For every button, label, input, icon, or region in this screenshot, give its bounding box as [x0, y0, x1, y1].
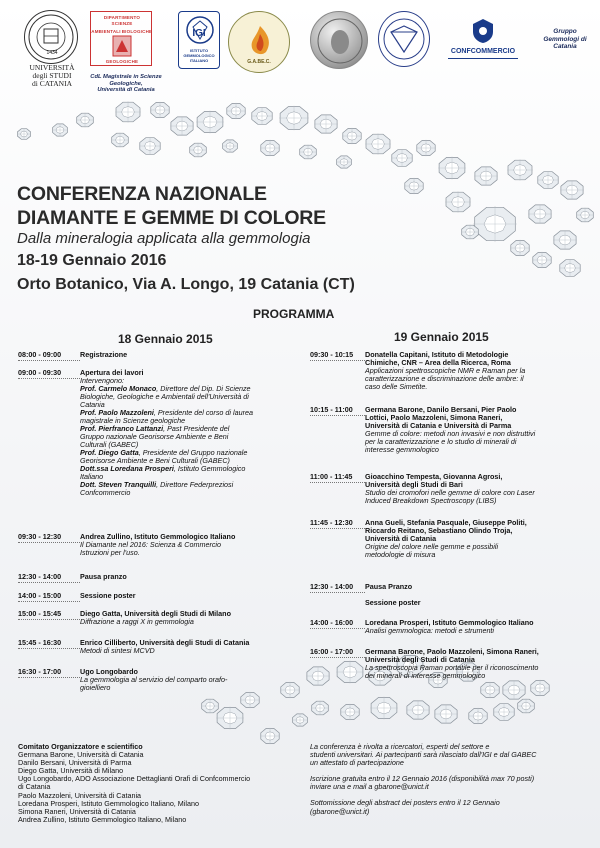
- speaker-name: Prof. Paolo Mazzoleni: [80, 408, 154, 417]
- row-divider: [18, 360, 80, 361]
- session-title: Apertura dei lavori: [80, 368, 144, 377]
- row-divider: [18, 542, 80, 543]
- diamond-icon: [279, 106, 309, 131]
- conference-title-line2: DIAMANTE E GEMME DI COLORE: [17, 207, 326, 229]
- row-divider: [310, 360, 365, 361]
- session-detail: Istruzioni per l'uso.: [80, 548, 140, 557]
- unict-line: degli STUDI: [32, 71, 72, 80]
- diamond-icon: [507, 159, 533, 180]
- diamond-icon: [576, 208, 594, 223]
- session-detail: Catania: [80, 400, 105, 409]
- session-detail: Confcommercio: [80, 488, 131, 497]
- session-detail: Il Diamante nel 2016: Scienza & Commercio: [80, 540, 222, 549]
- association-emblem-icon: [378, 11, 430, 67]
- diamond-icon: [17, 128, 31, 139]
- session-title: Riccardo Reitano, Sebastiano Olindo Troja,: [365, 526, 513, 535]
- schedule-time: 12:30 - 14:00: [310, 582, 354, 591]
- session-detail: Studio dei cromofori nelle gemme di colore con Laser: [365, 488, 535, 497]
- schedule-time: 16:00 - 17:00: [310, 647, 354, 656]
- unict-line: UNIVERSITÀ: [29, 63, 75, 72]
- schedule-body: [80, 351, 303, 359]
- igi-sub: ITALIANO: [189, 58, 209, 63]
- session-title: Pausa Pranzo: [365, 582, 413, 591]
- session-detail: caratterizzazione e discriminazione delle ambre: il: [365, 374, 524, 383]
- committee-heading: Comitato Organizzatore e scientifico: [18, 742, 143, 751]
- conference-dates: 18-19 Gennaio 2016: [17, 252, 167, 269]
- diamond-icon: [150, 102, 170, 118]
- conference-venue: Orto Botanico, Via A. Longo, 19 Catania (CT): [17, 276, 355, 293]
- info-line: Sottomissione degli abstract dei posters entro il 12 Gennaio: [310, 798, 500, 808]
- row-divider: [310, 415, 365, 416]
- unict-seal-icon: [24, 10, 78, 64]
- row-divider: [310, 482, 365, 483]
- committee-member: Ugo Longobardo, ADO Associazione Dettaglianti Orafi di Confcommercio: [18, 774, 251, 784]
- diamond-icon: [445, 191, 471, 212]
- unict-name: [20, 64, 84, 88]
- diamond-icon: [365, 133, 391, 154]
- schedule-body: [365, 619, 595, 635]
- logo-bar: [0, 6, 600, 101]
- session-detail: Applicazioni spettroscopiche NMR e Raman per la: [365, 366, 526, 375]
- session-detail: gioielliero: [80, 683, 111, 692]
- schedule-body: [365, 351, 595, 391]
- schedule-time: 14:00 - 16:00: [310, 618, 354, 627]
- speaker-role: , Presidente del corso di laurea: [153, 408, 253, 417]
- diamond-icon: [391, 149, 413, 167]
- session-title: Diego Gatta, Università degli Studi di Milano: [80, 609, 231, 618]
- committee-member: di Catania: [18, 782, 51, 792]
- dept-caption-line: Università di Catania: [97, 87, 155, 93]
- dept-line: BIOLOGICHE: [121, 29, 153, 34]
- igi-sub: GEMMOLOGICO: [183, 53, 215, 58]
- schedule-body: [80, 369, 303, 497]
- committee-member: Paolo Mazzoleni, Università di Catania: [18, 790, 142, 800]
- diamond-icon: [336, 155, 352, 168]
- session-detail: Diffrazione a raggi X in gemmologia: [80, 617, 194, 626]
- session-title: Chimiche, CNR – Area della Ricerca, Roma: [365, 358, 511, 367]
- gabec-flame-icon: [246, 24, 274, 56]
- diamond-icon: [76, 113, 94, 128]
- session-title: Andrea Zullino, Istituto Gemmologico Italiano: [80, 532, 236, 541]
- diamond-icon: [226, 103, 246, 119]
- row-divider: [18, 601, 80, 602]
- committee-member: Loredana Prosperi, Istituto Gemmologico Italiano, Milano: [18, 798, 199, 808]
- info-line: (gbarone@unict.it): [310, 806, 370, 816]
- confcommercio-rule: [448, 58, 518, 59]
- speaker-name: Dott.ssa Loredana Prosperi: [80, 464, 174, 473]
- diamond-icon: [404, 178, 424, 194]
- dept-caption: [80, 74, 172, 94]
- diamond-icon: [560, 180, 584, 200]
- diamond-icon: [510, 240, 530, 256]
- day1-heading: 18 Gennaio 2015: [118, 332, 213, 346]
- committee-member: Simona Raneri, Università di Catania: [18, 806, 136, 816]
- session-title: Sessione poster: [80, 591, 136, 600]
- session-title: Donatella Capitani, Istituto di Metodologie: [365, 350, 509, 359]
- dept-caption-line: CdL Magistrale in Scienze: [90, 74, 162, 80]
- diamond-icon: [314, 114, 338, 134]
- day2-heading: 19 Gennaio 2015: [394, 330, 489, 344]
- gruppo-gemmologi: [532, 28, 598, 51]
- schedule-time: 16:30 - 17:00: [18, 667, 62, 676]
- diamond-icon: [438, 157, 466, 180]
- row-divider: [18, 378, 80, 379]
- diamond-icon: [528, 204, 552, 224]
- session-title: Registrazione: [80, 350, 128, 359]
- department-logo: [90, 11, 152, 66]
- speaker-role: , Direttore del Dip. Di Scienze: [156, 384, 251, 393]
- speaker-line: [80, 465, 303, 473]
- speaker-name: Dott. Steven Tranquilli: [80, 480, 157, 489]
- diamond-icon: [474, 166, 498, 186]
- session-title: Pausa pranzo: [80, 572, 127, 581]
- speaker-name: Prof. Diego Gatta: [80, 448, 139, 457]
- session-title: Università degli Studi di Catania: [365, 655, 475, 664]
- session-title: Loredana Prosperi, Istituto Gemmologico Italiano: [365, 618, 534, 627]
- igi-logo: [178, 11, 220, 69]
- programma-heading: PROGRAMMA: [253, 307, 335, 321]
- committee-member: Andrea Zullino, Istituto Gemmologico Italiano, Milano: [18, 814, 187, 824]
- confcommercio-logo: [438, 16, 528, 70]
- dept-caption-line: Geologiche,: [109, 80, 143, 87]
- session-detail: Origine del colore nelle gemme e possibili: [365, 542, 499, 551]
- session-detail: magistrale in Scienze geologiche: [80, 416, 186, 425]
- session-detail: Georisorse Ambiente e Beni Culturali (GABEC): [80, 456, 230, 465]
- speaker-name: Prof. Pierfranco Lattanzi: [80, 424, 164, 433]
- gabec-label: G.A.BE.C.: [247, 59, 271, 65]
- day2-schedule: [310, 351, 595, 731]
- diamond-icon: [196, 111, 224, 134]
- dept-emblem-icon: [111, 34, 133, 58]
- committee-member: Danilo Bersani, Università di Parma: [18, 758, 132, 768]
- session-detail: metodologie di misura: [365, 550, 436, 559]
- schedule-time: 09:30 - 10:15: [310, 350, 354, 359]
- academy-medal-icon: [310, 11, 368, 69]
- committee-block: [18, 743, 303, 824]
- schedule-time: 09:30 - 12:30: [18, 532, 62, 541]
- row-divider: [310, 528, 365, 529]
- schedule-time: 10:15 - 11:00: [310, 405, 353, 414]
- row-divider: [18, 582, 80, 583]
- gruppo-line: Gruppo: [553, 28, 577, 35]
- session-detail: Intervengono:: [80, 376, 124, 385]
- schedule-time: 11:00 - 11:45: [310, 472, 353, 481]
- diamond-icon: [170, 116, 194, 136]
- schedule-time: 15:00 - 15:45: [18, 609, 62, 618]
- row-divider: [18, 619, 80, 620]
- schedule-time: 11:45 - 12:30: [310, 518, 353, 527]
- unict-line: di CATANIA: [31, 79, 73, 88]
- schedule-time: 14:00 - 15:00: [18, 591, 62, 600]
- row-divider: [310, 628, 365, 629]
- info-line: Iscrizione gratuita entro il 12 Gennaio 2016 (disponibilità max 70 posti): [310, 774, 535, 784]
- diamond-icon: [251, 107, 273, 125]
- schedule-body: [365, 473, 595, 505]
- unict-seal-year: 1434: [46, 50, 58, 56]
- session-title: Lottici, Paolo Mazzoleni, Simona Raneri,: [365, 413, 503, 422]
- session-detail: per la caratterizzazione e lo studio di minerali di: [365, 437, 517, 446]
- diamond-icon: [222, 139, 238, 152]
- row-divider: [18, 648, 80, 649]
- session-detail: Biologiche, Geologiche e Ambientali dell'Università di: [80, 392, 249, 401]
- dept-line: SCIENZE: [111, 21, 133, 26]
- info-line: studenti universitari. Ai partecipanti sarà rilasciato dall'IGI e dal GABEC: [310, 750, 537, 760]
- session-detail: Gruppo nazionale Georisorse Ambiente e Beni: [80, 432, 229, 441]
- info-block: [310, 743, 590, 816]
- schedule-time: 12:30 - 14:00: [18, 572, 62, 581]
- diamond-icon: [111, 133, 129, 148]
- confcommercio-label: CONFCOMMERCIO: [450, 48, 516, 55]
- diamond-icon: [559, 259, 581, 277]
- session-title: Germana Barone, Danilo Bersani, Pier Paolo: [365, 405, 517, 414]
- gruppo-line: Catania: [553, 43, 577, 50]
- speaker-role: , Istituto Gemmologico: [173, 464, 246, 473]
- day1-schedule: [18, 351, 303, 731]
- conference-title-line1: CONFERENZA NAZIONALE: [17, 183, 267, 205]
- info-line: inviare una e mail a gbarone@unict.it: [310, 782, 429, 792]
- schedule-time: 15:45 - 16:30: [18, 638, 62, 647]
- schedule-body: [365, 583, 595, 607]
- diamond-icon: [532, 252, 552, 268]
- schedule-body: [365, 406, 595, 454]
- diamond-icon: [189, 143, 207, 158]
- schedule-body: [80, 573, 303, 581]
- schedule-body: [80, 610, 303, 626]
- diamond-icon: [416, 140, 436, 156]
- session-title: Università di Catania e Università di Parma: [365, 421, 512, 430]
- committee-member: Germana Barone, Università di Catania: [18, 750, 144, 760]
- diamond-icon: [52, 123, 68, 136]
- session-detail: La spettroscopia Raman portatile per il riconoscimento: [365, 663, 539, 672]
- session-detail: caso delle Simetite.: [365, 382, 428, 391]
- schedule-body: [80, 639, 303, 655]
- diamond-icon: [139, 137, 161, 155]
- diamond-icon: [299, 145, 317, 160]
- dept-line: AMBIENTALI: [91, 29, 121, 34]
- committee-member: Diego Gatta, Università di Milano: [18, 766, 124, 776]
- gruppo-line: Gemmologi di: [543, 35, 587, 43]
- session-title: Sessione poster: [365, 598, 421, 607]
- gabec-logo: [228, 11, 290, 73]
- row-divider: [310, 592, 365, 593]
- session-detail: interesse gemmologico: [365, 445, 439, 454]
- session-detail: Culturali (GABEC): [80, 440, 139, 449]
- session-title: Gioacchino Tempesta, Giovanna Agrosi,: [365, 472, 503, 481]
- speaker-role: , Presidente del Gruppo nazionale: [138, 448, 248, 457]
- session-title: Germana Barone, Paolo Mazzoleni, Simona Raneri,: [365, 647, 539, 656]
- diamond-icon: [473, 206, 517, 242]
- session-detail: Analisi gemmologica: metodi e strumenti: [365, 626, 495, 635]
- session-detail: Gemme di colore: metodi non invasivi e non distruttivi: [365, 429, 536, 438]
- dept-line: GEOLOGICHE: [105, 59, 139, 64]
- schedule-time: 09:00 - 09:30: [18, 368, 62, 377]
- igi-sub: ISTITUTO: [189, 48, 209, 53]
- speaker-role: , Direttore Federpreziosi: [156, 480, 234, 489]
- diamond-icon: [260, 140, 280, 156]
- schedule-body: [80, 533, 303, 557]
- session-title: Anna Gueli, Stefania Pasquale, Giuseppe Politi,: [365, 518, 527, 527]
- row-divider: [18, 677, 80, 678]
- schedule-body: [365, 519, 595, 559]
- info-line: La conferenza è rivolta a ricercatori, esperti del settore e: [310, 742, 490, 751]
- conference-subtitle: Dalla mineralogia applicata alla gemmologia: [17, 230, 311, 247]
- diamond-icon: [342, 128, 362, 144]
- schedule-time: 08:00 - 09:00: [18, 350, 62, 359]
- session-title: Ugo Longobardo: [80, 667, 138, 676]
- schedule-body: [365, 648, 595, 680]
- session-title: Università di Catania: [365, 534, 437, 543]
- speaker-name: Prof. Carmelo Monaco: [80, 384, 157, 393]
- info-line: un attestato di partecipazione: [310, 758, 404, 768]
- session-detail: Italiano: [80, 472, 104, 481]
- diamond-icon: [537, 171, 559, 189]
- igi-label: IGI: [192, 28, 206, 39]
- session-detail: La gemmologia al servizio del comparto orafo-: [80, 675, 228, 684]
- diamond-icon: [115, 101, 141, 122]
- row-divider: [310, 657, 365, 658]
- speaker-role: , Past Presidente del: [163, 424, 230, 433]
- diamond-icon: [553, 230, 577, 250]
- schedule-body: [80, 668, 303, 692]
- session-detail: dei minerali di interesse gemmologico: [365, 671, 486, 680]
- session-detail: Metodi di sintesi MCVD: [80, 646, 155, 655]
- schedule-body: [80, 592, 303, 600]
- session-detail: Induced Breakdown Spectroscopy (LIBS): [365, 496, 497, 505]
- confcommercio-emblem-icon: [472, 18, 494, 44]
- dept-line: DIPARTIMENTO: [103, 15, 141, 20]
- session-title: Enrico Cilliberto, Università degli Studi di Catania: [80, 638, 250, 647]
- session-title: Università degli Studi di Bari: [365, 480, 463, 489]
